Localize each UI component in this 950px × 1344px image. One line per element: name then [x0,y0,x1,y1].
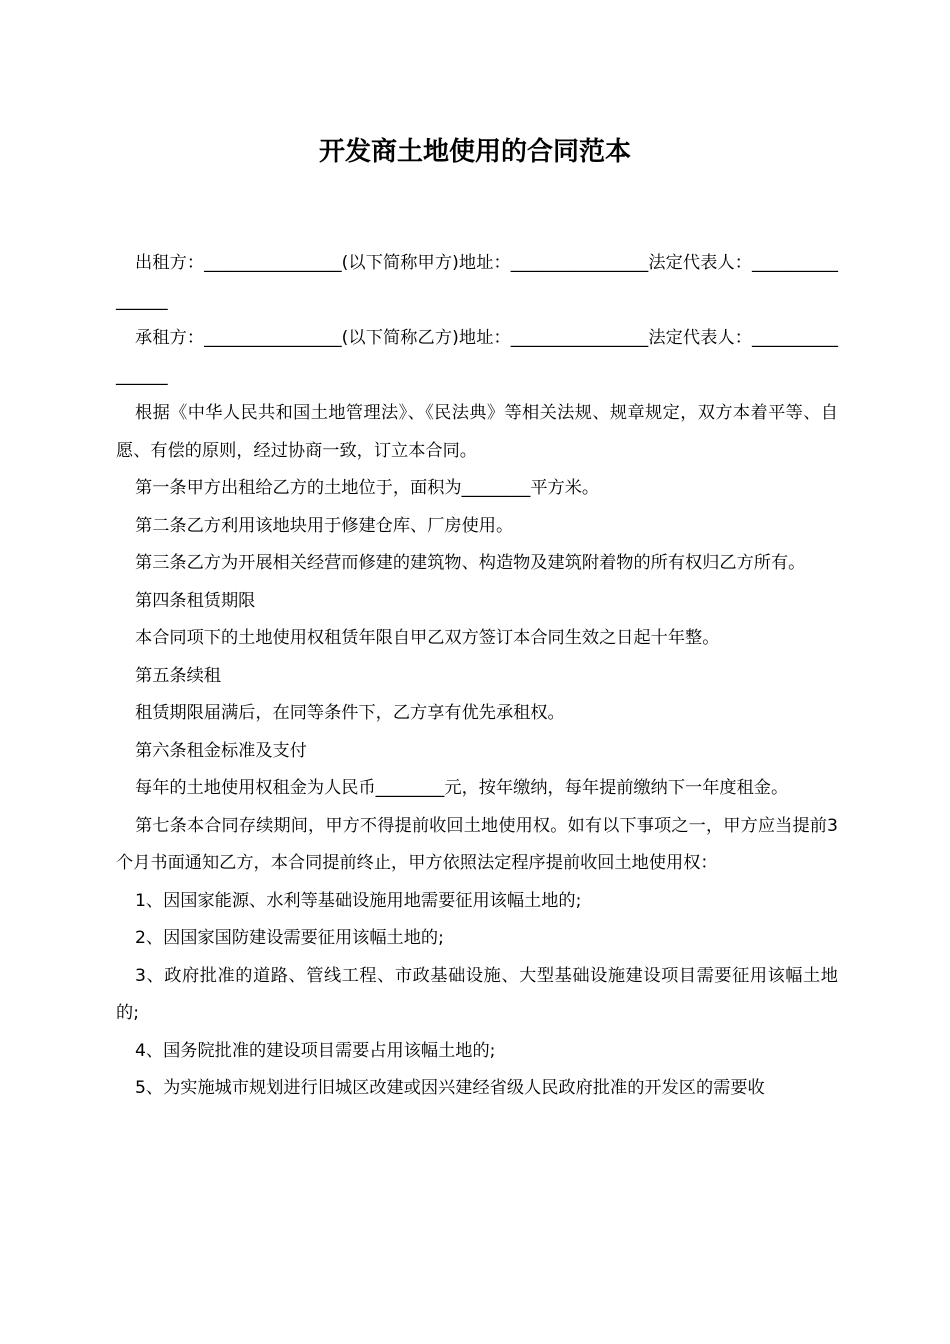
paragraph-preamble: 根据《中华人民共和国土地管理法》、《民法典》等相关法规、规章规定，双方本着平等、自愿、有偿的原则，经过协商一致，订立本合同。 [116,403,838,461]
document-body [116,245,838,1108]
paragraph-lessor: 出租方：________________(以下简称甲方)地址：________________法定代表人：________________ [116,253,838,311]
list-item-3: 3、政府批准的道路、管线工程、市政基础设施、大型基础设施建设项目需要征用该幅土地的; [116,965,838,1023]
heading-article-6: 第六条租金标准及支付 [135,740,307,761]
list-item-5: 5、为实施城市规划进行旧城区改建或因兴建经省级人民政府批准的开发区的需要收 [135,1078,765,1098]
document-title: 开发商土地使用的合同范本 [318,137,631,167]
list-item-4: 4、国务院批准的建设项目需要占用该幅土地的; [135,1040,496,1061]
heading-article-5: 第五条续租 [135,665,221,686]
paragraph-article-4-body: 本合同项下的土地使用权租赁年限自甲乙双方签订本合同生效之日起十年整。 [135,628,720,648]
heading-article-4: 第四条租赁期限 [135,590,256,611]
paragraph-article-6-body: 每年的土地使用权租金为人民币________元，按年缴纳，每年提前缴纳下一年度租金。 [135,778,789,798]
paragraph-article-3: 第三条乙方为开展相关经营而修建的建筑物、构造物及建筑附着物的所有权归乙方所有。 [135,553,806,573]
paragraph-article-2: 第二条乙方利用该地块用于修建仓库、厂房使用。 [135,515,514,536]
paragraph-article-1: 第一条甲方出租给乙方的土地位于，面积为________平方米。 [135,478,600,498]
list-item-2: 2、因国家国防建设需要征用该幅土地的; [135,928,444,948]
list-item-1: 1、因国家能源、水利等基础设施用地需要征用该幅土地的; [135,890,582,911]
paragraph-lessee: 承租方：________________(以下简称乙方)地址：________________法定代表人：________________ [116,328,838,386]
paragraph-article-7: 第七条本合同存续期间，甲方不得提前收回土地使用权。如有以下事项之一，甲方应当提前3个月书面通知乙方，本合同提前终止，甲方依照法定程序提前收回土地使用权： [116,815,838,873]
paragraph-article-5-body: 租赁期限届满后，在同等条件下，乙方享有优先承租权。 [135,703,565,723]
